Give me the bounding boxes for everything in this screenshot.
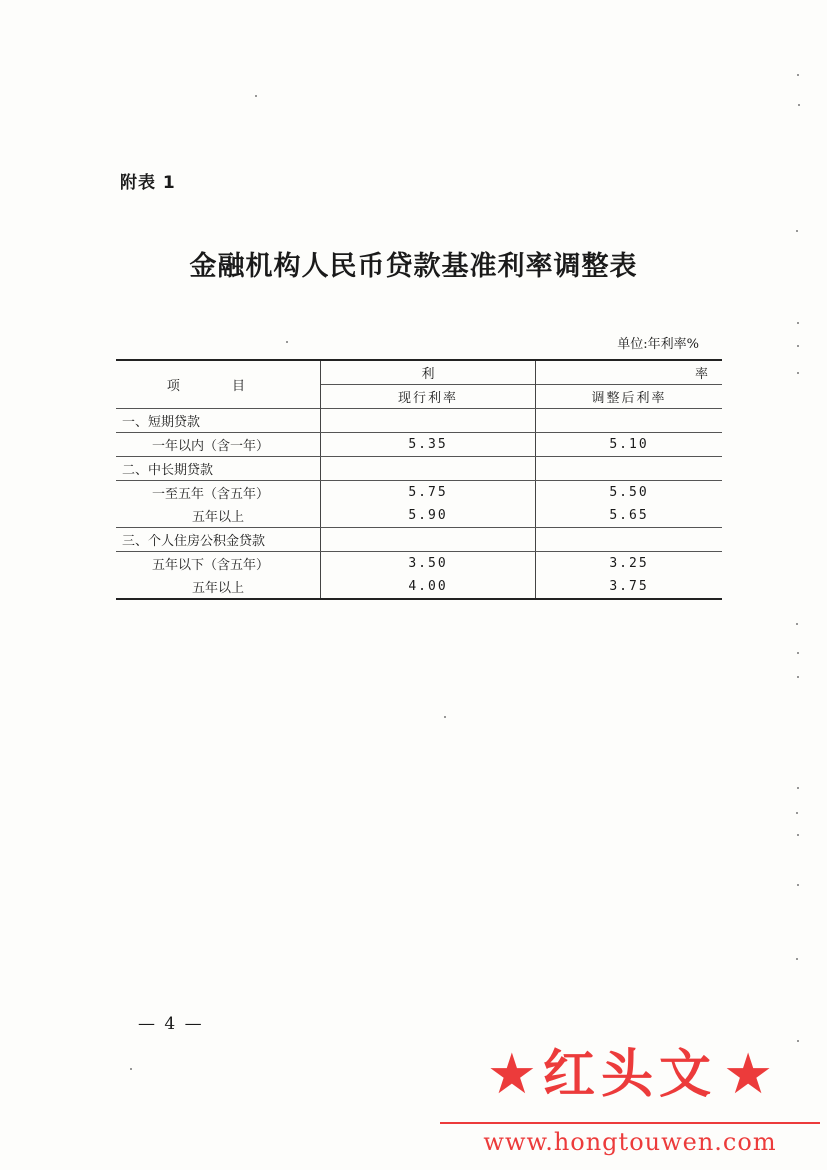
- scan-speck: [796, 812, 798, 814]
- row-adjusted: [536, 409, 723, 433]
- row-label: 五年以下（含五年）: [116, 552, 321, 576]
- star-icon: ★: [723, 1042, 774, 1107]
- row-current: [321, 409, 536, 433]
- header-rate-right: 率: [536, 360, 723, 385]
- scan-speck: [796, 958, 798, 960]
- row-current: [321, 528, 536, 552]
- row-label: 二、中长期贷款: [116, 457, 321, 481]
- document-title: 金融机构人民币贷款基准利率调整表: [189, 251, 638, 282]
- scan-speck: [255, 95, 257, 97]
- row-label: 一、短期贷款: [116, 409, 321, 433]
- scan-speck: [796, 623, 798, 625]
- table-row: [116, 457, 722, 481]
- row-current: [321, 457, 536, 481]
- row-label: 五年以上: [116, 575, 321, 599]
- row-current: 3.50: [321, 552, 536, 576]
- table-header-row: [116, 360, 722, 385]
- annex-label: 附表 1: [120, 173, 176, 193]
- row-current: 5.90: [321, 504, 536, 528]
- row-current: 5.75: [321, 481, 536, 505]
- scan-speck: [797, 74, 799, 76]
- row-current: 5.35: [321, 433, 536, 457]
- scan-speck: [797, 652, 799, 654]
- watermark-brand: 红头文: [542, 1044, 717, 1105]
- star-icon: ★: [486, 1042, 537, 1107]
- header-rate-left: 利: [321, 360, 536, 385]
- scan-speck: [797, 372, 799, 374]
- table-row: [116, 528, 722, 552]
- row-adjusted: 5.50: [536, 481, 723, 505]
- rate-table: [116, 359, 722, 600]
- scan-speck: [797, 345, 799, 347]
- table-row: [116, 481, 722, 505]
- scan-speck: [797, 676, 799, 678]
- row-adjusted: 5.65: [536, 504, 723, 528]
- row-label: 一至五年（含五年）: [116, 481, 321, 505]
- scan-speck: [444, 716, 446, 718]
- row-adjusted: 5.10: [536, 433, 723, 457]
- scan-speck: [130, 1068, 132, 1070]
- watermark-logo: [440, 1040, 820, 1158]
- watermark-url: www.hongtouwen.com: [483, 1128, 777, 1156]
- row-current: 4.00: [321, 575, 536, 599]
- header-item: 项 目: [116, 360, 321, 409]
- header-current-rate: 现行利率: [321, 385, 536, 409]
- header-adjusted-rate: 调整后利率: [536, 385, 723, 409]
- unit-label: 单位:年利率%: [617, 337, 699, 352]
- scan-speck: [797, 322, 799, 324]
- row-adjusted: [536, 457, 723, 481]
- row-label: 三、个人住房公积金贷款: [116, 528, 321, 552]
- scan-speck: [796, 230, 798, 232]
- watermark-divider: [440, 1122, 820, 1124]
- table-row: [116, 433, 722, 457]
- row-adjusted: [536, 528, 723, 552]
- scan-speck: [797, 834, 799, 836]
- scan-speck: [797, 1040, 799, 1042]
- scan-speck: [798, 104, 800, 106]
- table-row: [116, 575, 722, 599]
- scan-speck: [797, 884, 799, 886]
- row-adjusted: 3.25: [536, 552, 723, 576]
- row-adjusted: 3.75: [536, 575, 723, 599]
- scan-speck: [286, 341, 288, 343]
- scan-speck: [797, 787, 799, 789]
- row-label: 五年以上: [116, 504, 321, 528]
- row-label: 一年以内（含一年）: [116, 433, 321, 457]
- table-row: [116, 409, 722, 433]
- table-row: [116, 552, 722, 576]
- page-number: — 4 —: [138, 1014, 204, 1034]
- table-row: [116, 504, 722, 528]
